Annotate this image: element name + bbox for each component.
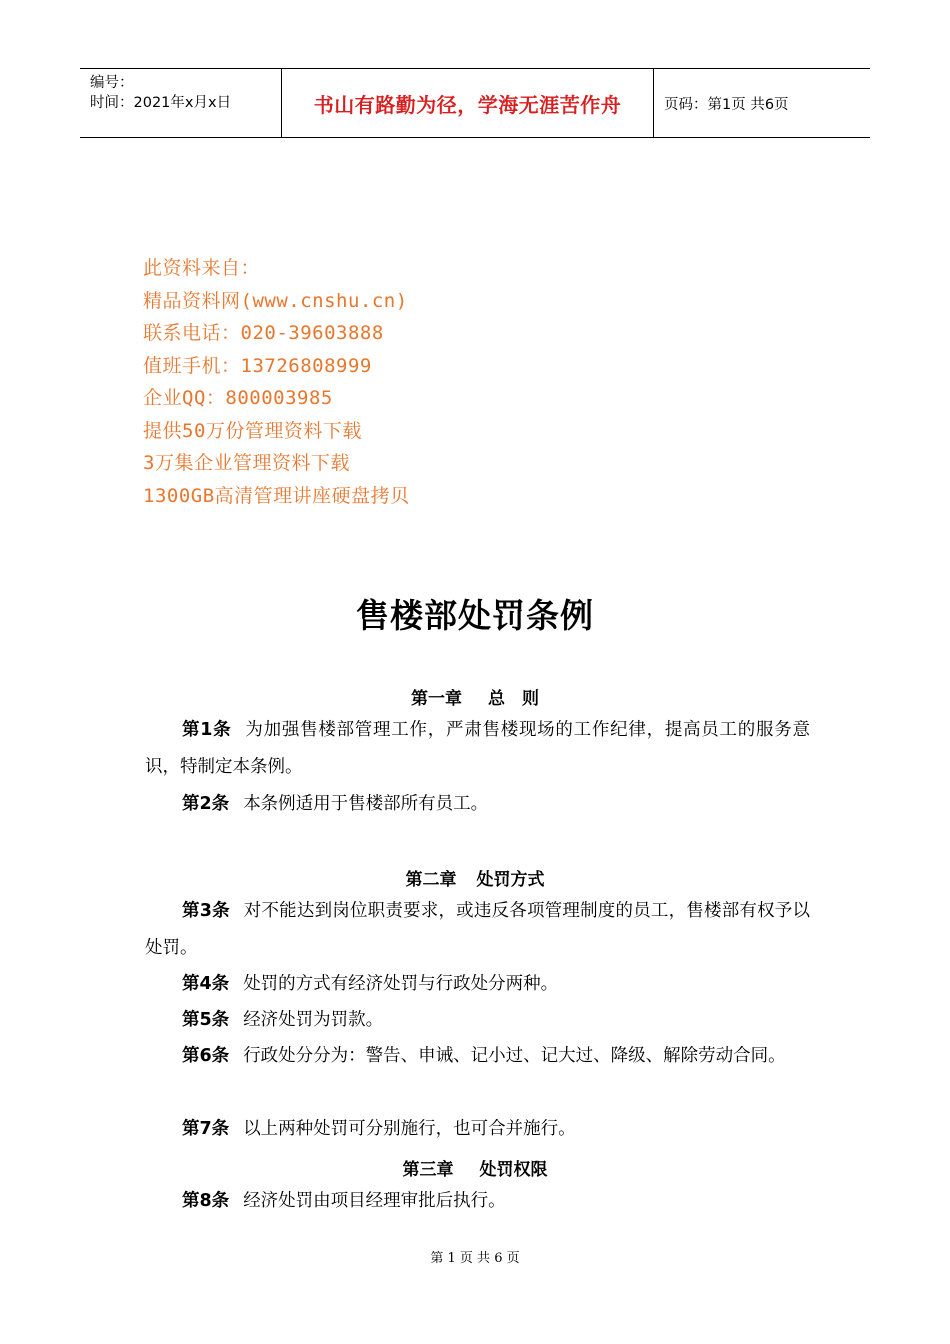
article-text: 行政处分分为：警告、申诫、记小过、记大过、降级、解除劳动合同。: [243, 1046, 786, 1066]
document-title: 售楼部处罚条例: [356, 596, 594, 635]
article-label: 第7条: [182, 1119, 230, 1139]
promo-line: 3万集企业管理资料下载: [143, 452, 350, 474]
chapter-heading: [0, 865, 950, 890]
chapter-number: 第一章: [411, 689, 462, 709]
article-label: 第8条: [182, 1191, 230, 1211]
chapter-number: 第二章: [405, 870, 457, 890]
article-paragraph: [145, 786, 810, 823]
article-paragraph: [145, 893, 810, 967]
article-label: 第4条: [182, 974, 230, 994]
serial-label: 编号：: [90, 75, 134, 91]
article-text: 经济处罚为罚款。: [243, 1010, 384, 1030]
article-label: 第1条: [182, 720, 232, 740]
article-text: 本条例适用于售楼部所有员工。: [243, 794, 489, 814]
article-paragraph: [145, 966, 810, 1003]
chapter-heading: [0, 1155, 950, 1180]
header-page-info: 页码：第1页 共6页: [664, 96, 789, 113]
page-header: [80, 68, 870, 138]
article-text: 经济处罚由项目经理审批后执行。: [243, 1191, 506, 1211]
chapter-heading: [0, 684, 950, 709]
promo-block: [143, 252, 410, 512]
time-label: 时间：2021年x月x日: [90, 95, 232, 111]
promo-line: 1300GB高清管理讲座硬盘拷贝: [143, 484, 410, 507]
chapter-number: 第三章: [402, 1160, 454, 1180]
promo-line: 此资料来自：: [143, 257, 261, 279]
chapter-name: 处罚方式: [476, 870, 545, 890]
article-paragraph: [145, 1111, 810, 1148]
article-label: 第3条: [182, 901, 230, 921]
article-paragraph: [145, 1183, 810, 1220]
promo-line: 提供50万份管理资料下载: [143, 419, 362, 442]
article-paragraph: [145, 712, 810, 786]
header-meta: [80, 69, 282, 137]
promo-line: 精品资料网(www.cnshu.cn): [143, 289, 408, 312]
chapter-name: 处罚权限: [479, 1160, 548, 1180]
article-text: 以上两种处罚可分别施行，也可合并施行。: [243, 1119, 576, 1139]
page-footer: 第 1 页 共 6 页: [430, 1251, 520, 1266]
article-label: 第5条: [182, 1010, 230, 1030]
header-motto: 书山有路勤为径，学海无涯苦作舟: [313, 92, 622, 117]
article-label: 第2条: [182, 794, 230, 814]
article-paragraph: [145, 1002, 810, 1039]
chapter-name: 总 则: [488, 689, 539, 709]
promo-line: 值班手机：13726808999: [143, 354, 372, 377]
promo-line: 联系电话：020-39603888: [143, 322, 384, 344]
article-text: 处罚的方式有经济处罚与行政处分两种。: [243, 974, 559, 994]
article-label: 第6条: [182, 1046, 230, 1066]
article-text: 对不能达到岗位职责要求，或违反各项管理制度的员工，售楼部有权予以处罚。: [145, 901, 810, 958]
promo-line: 企业QQ：800003985: [143, 387, 333, 409]
header-motto-cell: [282, 69, 654, 137]
article-text: 为加强售楼部管理工作，严肃售楼现场的工作纪律，提高员工的服务意识，特制定本条例。: [145, 720, 810, 777]
article-paragraph: [145, 1038, 810, 1075]
